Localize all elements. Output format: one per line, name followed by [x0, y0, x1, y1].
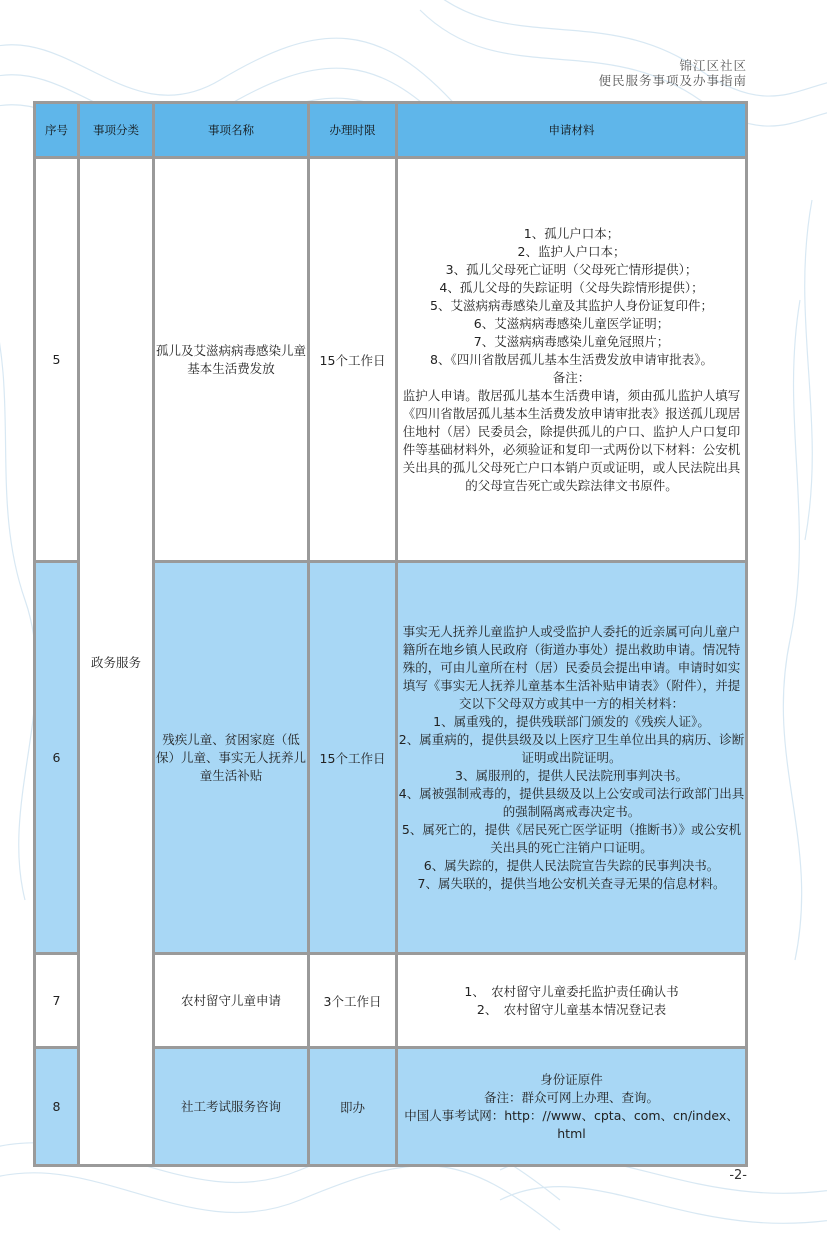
material-line: 2、监护人户口本； [517, 243, 626, 259]
material-line: 1、孤儿户口本； [523, 225, 620, 241]
header-item-name: 事项名称 [154, 103, 309, 158]
material-line: 2、 农村留守儿童基本情况登记表 [476, 1001, 667, 1017]
category-cell: 政务服务 [79, 158, 154, 1166]
material-line: 1、属重残的，提供残联部门颁发的《残疾人证》。 [433, 713, 710, 729]
material-line: 7、艾滋病病毒感染儿童免冠照片； [473, 333, 670, 349]
material-line: 5、属死亡的，提供《居民死亡医学证明（推断书）》或公安机关出具的死亡注销户口证明。 [401, 821, 742, 855]
row-time-limit: 3个工作日 [309, 954, 397, 1048]
header-guide-title: 便民服务事项及办事指南 [598, 73, 747, 88]
material-line: 身份证原件 [540, 1071, 603, 1087]
material-line: 4、孤儿父母的失踪证明（父母失踪情形提供）； [439, 279, 704, 295]
material-website: 中国人事考试网：http：//www、cpta、com、cn/index、html [404, 1107, 739, 1141]
header-category: 事项分类 [79, 103, 154, 158]
material-line: 6、属失踪的，提供人民法院宣告失踪的民事判决书。 [423, 857, 720, 873]
material-line: 1、 农村留守儿童委托监护责任确认书 [464, 983, 679, 999]
row-materials [397, 1048, 747, 1166]
service-table [33, 101, 748, 1167]
row-time-limit: 15个工作日 [309, 158, 397, 562]
page-number: -2- [729, 1168, 747, 1183]
row-item-name: 农村留守儿童申请 [154, 954, 309, 1048]
row-item-name: 孤儿及艾滋病病毒感染儿童基本生活费发放 [154, 158, 309, 562]
material-line: 3、属服刑的，提供人民法院刑事判决书。 [455, 767, 688, 783]
row-materials [397, 562, 747, 954]
material-note-label: 备注： [552, 369, 591, 385]
row-no: 7 [35, 954, 79, 1048]
header-district: 锦江区社区 [679, 58, 747, 73]
row-item-name: 残疾儿童、贫困家庭（低保）儿童、事实无人抚养儿童生活补贴 [154, 562, 309, 954]
row-item-name: 社工考试服务咨询 [154, 1048, 309, 1166]
row-materials [397, 954, 747, 1048]
material-line: 2、属重病的，提供县级及以上医疗卫生单位出具的病历、诊断证明或出院证明。 [398, 731, 745, 765]
material-line: 5、艾滋病病毒感染儿童及其监护人身份证复印件； [430, 297, 713, 313]
row-no: 5 [35, 158, 79, 562]
header-materials: 申请材料 [397, 103, 747, 158]
material-line: 3、孤儿父母死亡证明（父母死亡情形提供）； [445, 261, 698, 277]
material-line: 7、属失联的，提供当地公安机关查寻无果的信息材料。 [417, 875, 726, 891]
page-header [598, 58, 747, 88]
row-time-limit: 15个工作日 [309, 562, 397, 954]
material-line: 6、艾滋病病毒感染儿童医学证明； [473, 315, 670, 331]
table-row [35, 158, 747, 562]
material-line: 4、属被强制戒毒的，提供县级及以上公安或司法行政部门出具的强制隔离戒毒决定书。 [398, 785, 745, 819]
row-no: 8 [35, 1048, 79, 1166]
row-no: 6 [35, 562, 79, 954]
material-line: 8、《四川省散居孤儿基本生活费发放申请审批表》。 [430, 351, 713, 367]
row-materials [397, 158, 747, 562]
header-time-limit: 办理时限 [309, 103, 397, 158]
row-time-limit: 即办 [309, 1048, 397, 1166]
material-note: 备注：群众可网上办理、查询。 [483, 1089, 659, 1105]
material-note-text: 监护人申请。散居孤儿基本生活费申请，须由孤儿监护人填写《四川省散居孤儿基本生活费发放申请审批表》报送孤儿现居住地村（居）民委员会，除提供孤儿的户口、监护人户口复印件等基础材料外，必须验证和复印一式两份以下材料：公安机关出具的孤儿父母死亡户口本销户页或证明，或人民法院出具的父母宣告死亡或失踪法律文书原件。 [402, 387, 741, 493]
header-no: 序号 [35, 103, 79, 158]
material-intro: 事实无人抚养儿童监护人或受监护人委托的近亲属可向儿童户籍所在地乡镇人民政府（街道办事处）提出救助申请。情况特殊的，可由儿童所在村（居）民委员会提出申请。申请时如实填写《事实无人抚养儿童基本生活补贴申请表》（附件），并提交以下父母双方或其中一方的相关材料： [402, 623, 741, 711]
table-header-row [35, 103, 747, 158]
